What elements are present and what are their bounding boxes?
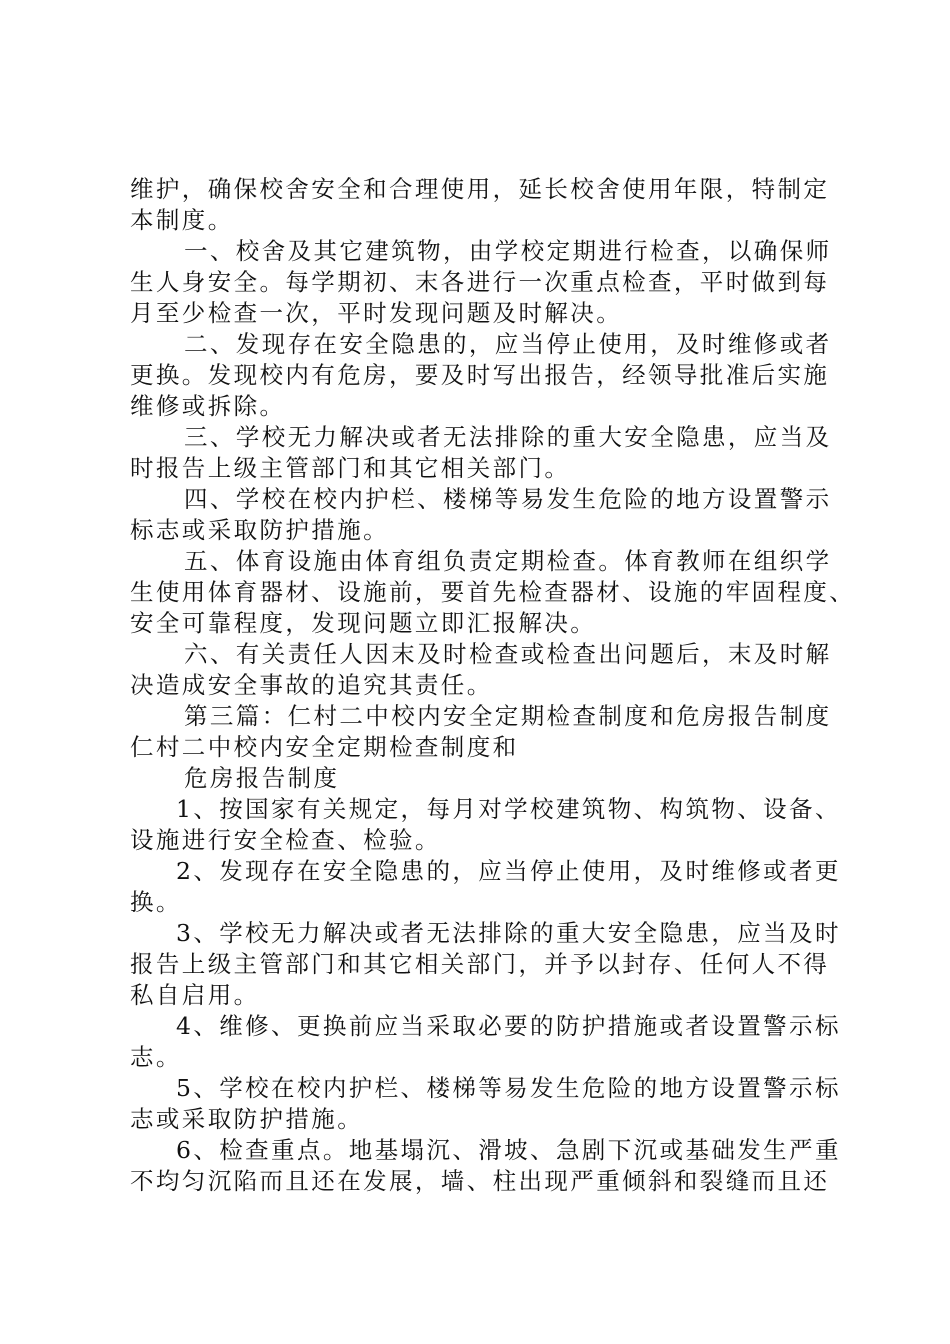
body-line: 月至少检查一次，平时发现问题及时解决。 [130,299,623,327]
body-line: 设施进行安全检查、检验。 [130,826,441,854]
body-line: 生使用体育器材、设施前，要首先检查器材、设施的牢固程度、 [130,578,856,606]
body-line: 志。 [130,1043,182,1071]
numbered-item-line: 4、维修、更换前应当采取必要的防护措施或者设置警示标 [176,1012,841,1040]
numbered-item-line: 6、检查重点。地基塌沉、滑坡、急剧下沉或基础发生严重 [176,1136,841,1164]
body-line: 维护，确保校舍安全和合理使用，延长校舍使用年限，特制定 [130,175,830,203]
paragraph-line: 三、学校无力解决或者无法排除的重大安全隐患，应当及 [184,423,832,451]
body-line: 生人身安全。每学期初、末各进行一次重点检查，平时做到每 [130,268,830,296]
section-heading: 第三篇：仁村二中校内安全定期检查制度和危房报告制度 [184,702,832,730]
document-title-line: 仁村二中校内安全定期检查制度和 [130,733,519,761]
body-line: 私自启用。 [130,981,260,1009]
paragraph-line: 四、学校在校内护栏、楼梯等易发生危险的地方设置警示 [184,485,832,513]
body-line: 志或采取防护措施。 [130,1105,364,1133]
numbered-item-line: 2、发现存在安全隐患的，应当停止使用，及时维修或者更 [176,857,841,885]
body-line: 报告上级主管部门和其它相关部门，并予以封存、任何人不得 [130,950,830,978]
body-line: 换。 [130,888,182,916]
numbered-item-line: 5、学校在校内护栏、楼梯等易发生危险的地方设置警示标 [176,1074,841,1102]
body-line: 标志或采取防护措施。 [130,516,389,544]
paragraph-line: 二、发现存在安全隐患的，应当停止使用，及时维修或者 [184,330,832,358]
numbered-item-line: 1、按国家有关规定，每月对学校建筑物、构筑物、设备、 [176,795,841,823]
body-line: 决造成安全事故的追究其责任。 [130,671,493,699]
body-line: 时报告上级主管部门和其它相关部门。 [130,454,571,482]
paragraph-line: 六、有关责任人因末及时检查或检查出问题后，末及时解 [184,640,832,668]
document-title-line: 危房报告制度 [184,764,340,792]
document-body [130,174,856,1197]
body-line: 不均匀沉陷而且还在发展，墙、柱出现严重倾斜和裂缝而且还 [130,1167,830,1195]
body-line: 更换。发现校内有危房，要及时写出报告，经领导批准后实施 [130,361,830,389]
numbered-item-line: 3、学校无力解决或者无法排除的重大安全隐患，应当及时 [176,919,841,947]
body-line: 本制度。 [130,206,234,234]
paragraph-line: 一、校舍及其它建筑物，由学校定期进行检查，以确保师 [184,237,832,265]
body-line: 安全可靠程度，发现问题立即汇报解决。 [130,609,597,637]
body-line: 维修或拆除。 [130,392,286,420]
paragraph-line: 五、体育设施由体育组负责定期检查。体育教师在组织学 [184,547,832,575]
